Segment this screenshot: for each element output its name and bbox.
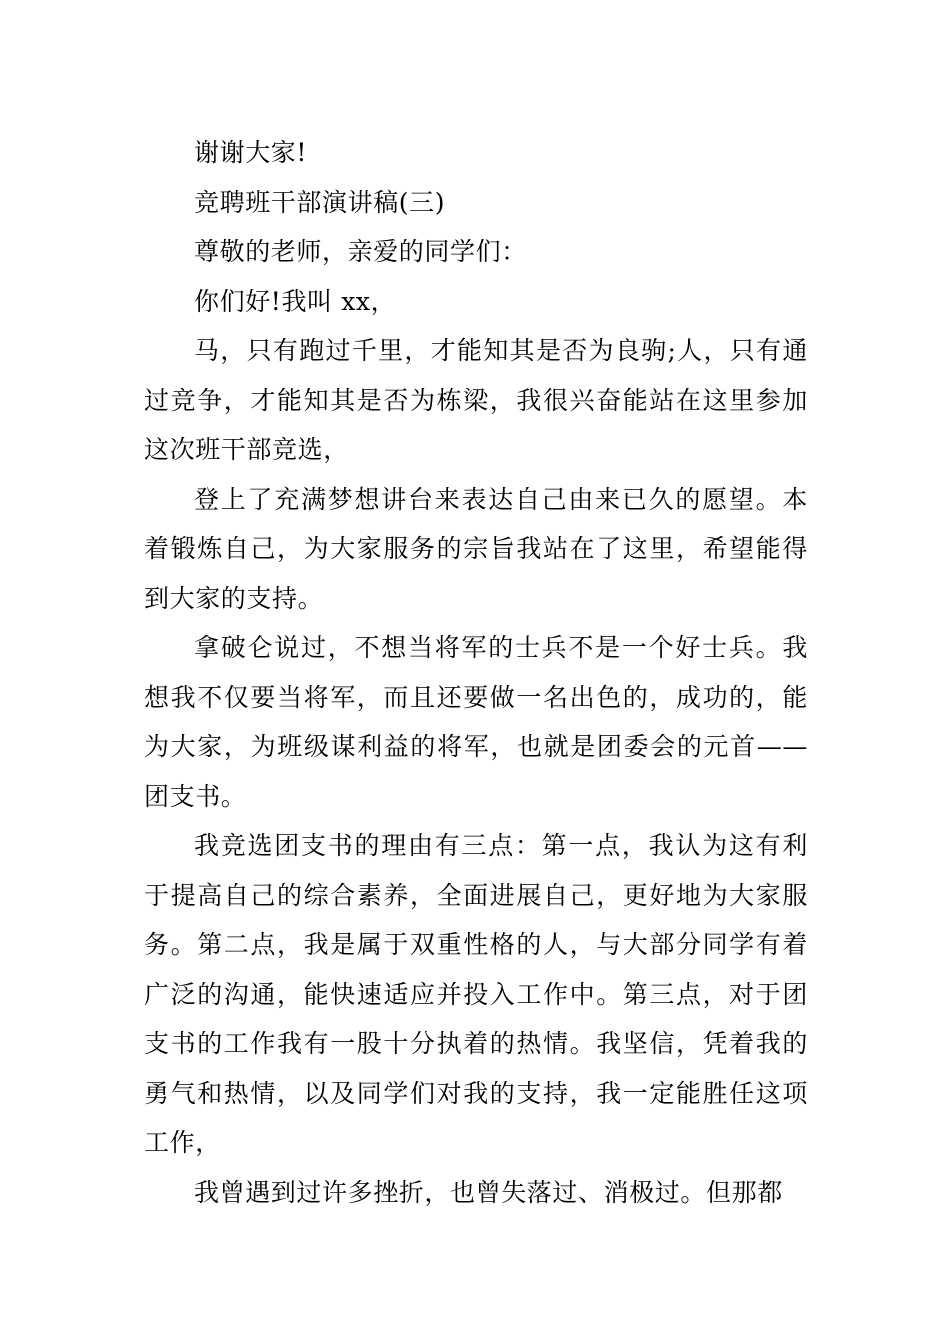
closing-thanks: 谢谢大家! xyxy=(194,138,308,167)
paragraph-podium: 登上了充满梦想讲台来表达自己由来已久的愿望。本着锻炼自己，为大家服务的宗旨我站在了这里，希望能得到大家的支持。 xyxy=(144,484,808,613)
paragraph-napoleon: 拿破仑说过，不想当将军的士兵不是一个好士兵。我想我不仅要当将军，而且还要做一名出色的，成功的，能为大家，为班级谋利益的将军，也就是团委会的元首——团支书。 xyxy=(144,633,808,811)
speech-title: 竞聘班干部演讲稿(三) xyxy=(194,187,446,217)
document-body xyxy=(144,128,808,1217)
paragraph-setbacks: 我曾遇到过许多挫折，也曾失落过、消极过。但那都 xyxy=(194,1177,783,1207)
paragraph-reasons: 我竞选团支书的理由有三点：第一点，我认为这有利于提高自己的综合素养，全面进展自己，更好地为大家服务。第二点，我是属于双重性格的人，与大部分同学有着广泛的沟通，能快速适应并投入工作中。第三点，对于团支书的工作我有一股十分执着的热情。我坚信，凭着我的勇气和热情，以及同学们对我的支持，我一定能胜任这项工作， xyxy=(144,831,808,1157)
greeting: 你们好!我叫 xx， xyxy=(194,286,397,316)
salutation: 尊敬的老师，亲爱的同学们： xyxy=(194,237,527,266)
paragraph-horse: 马，只有跑过千里，才能知其是否为良驹;人，只有通过竞争，才能知其是否为栋梁，我很兴奋能站在这里参加这次班干部竞选， xyxy=(144,336,808,464)
